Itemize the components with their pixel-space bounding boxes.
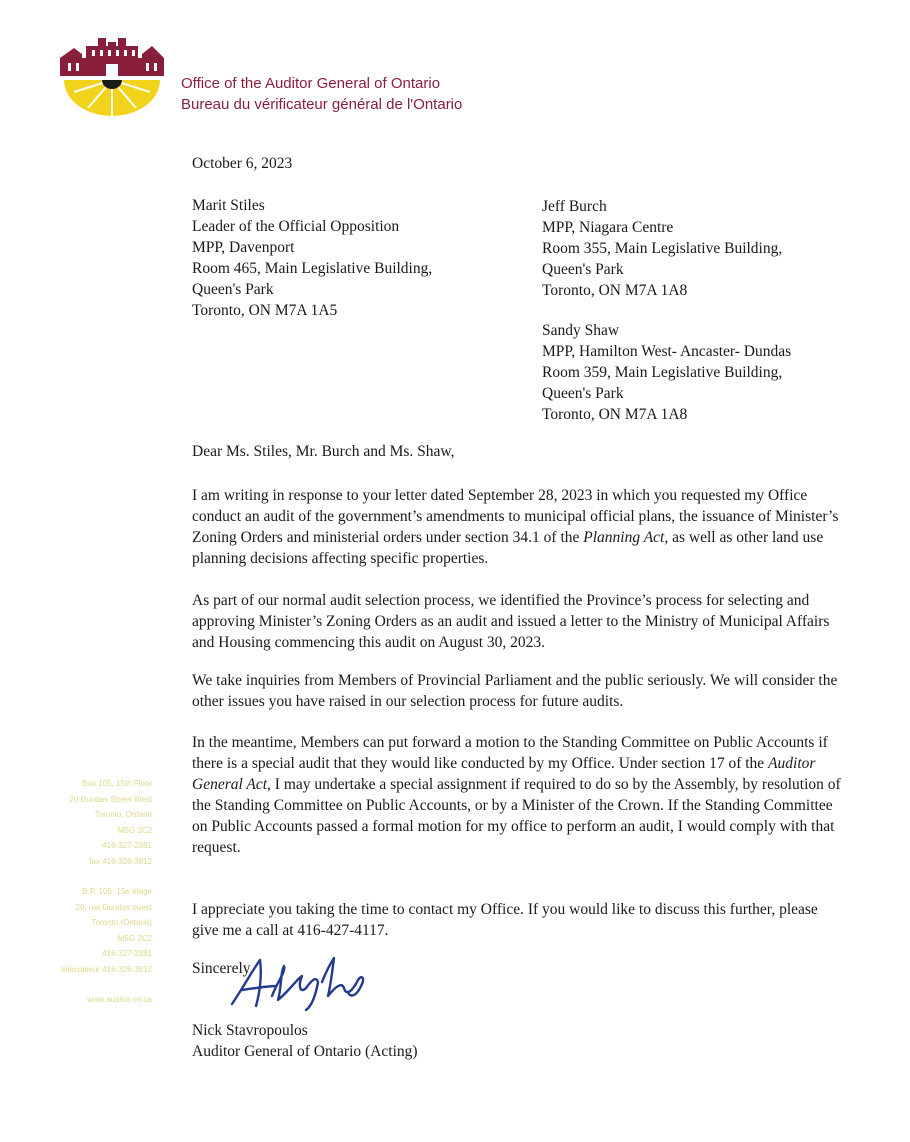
address-line: Queen's Park (542, 385, 624, 402)
sidebar-line: 416-327-2381 (102, 949, 152, 958)
address-line: Leader of the Official Opposition (192, 218, 400, 235)
org-name-english: Office of the Auditor General of Ontario (181, 75, 441, 92)
recipient-address-stiles (192, 195, 432, 321)
salutation: Dear Ms. Stiles, Mr. Burch and Ms. Shaw, (192, 443, 455, 460)
org-names (181, 73, 462, 115)
letter-date: October 6, 2023 (192, 155, 293, 172)
address-line: Queen's Park (542, 261, 624, 278)
act-name: Planning Act (583, 529, 665, 546)
address-line: Room 465, Main Legislative Building, (192, 260, 433, 277)
sidebar-line: fax 416-326-3812 (89, 856, 152, 866)
paragraph-request (192, 485, 842, 569)
address-line: Queen's Park (192, 281, 274, 298)
sidebar-line: Toronto, Ontario (94, 810, 152, 819)
paragraph-selection: As part of our normal audit selection process, we identified the Province’s process for selecting and approving Minister’s Zoning Orders as an audit and issued a letter to the Ministry of Municipal Affairs and Housing commencing this audit on August 30, 2023. (192, 592, 830, 651)
auditor-general-logo (60, 36, 164, 118)
closing: Sincerely, (192, 960, 254, 977)
sidebar-line: 20, rue Dundas ouest (75, 902, 152, 912)
sidebar-line: Toronto (Ontario) (91, 918, 152, 927)
recipient-address-shaw (542, 320, 791, 425)
address-line: Toronto, ON M7A 1A8 (542, 406, 688, 423)
address-line: Toronto, ON M7A 1A5 (192, 302, 338, 319)
address-line: Marit Stiles (192, 197, 265, 214)
signer-block (192, 1020, 418, 1062)
address-line: Room 355, Main Legislative Building, (542, 240, 783, 257)
office-contact-sidebar (40, 776, 152, 1008)
paragraph-text: , I may undertake a special assignment if required to do so by the Assembly, by resolution of the Standing Committee on Public Accounts, or by a Minister of the Crown. If the Standing Committee on Public Accounts passed a formal motion for my office to perform an audit, I would comply with that request. (192, 776, 841, 856)
address-line: Toronto, ON M7A 1A8 (542, 282, 688, 299)
sidebar-line: M5G 2C2 (117, 825, 152, 835)
signature (226, 952, 376, 1014)
paragraph-text: In the meantime, Members can put forward a motion to the Standing Committee on Public Accounts if there is a special audit that they would like conducted by my Office. Under section 17 of the (192, 734, 828, 772)
signer-title: Auditor General of Ontario (Acting) (192, 1043, 418, 1060)
sidebar-line: B.P. 105, 15e étage (82, 887, 152, 896)
sidebar-line: 20 Dundas Street West (69, 794, 152, 804)
signer-name: Nick Stavropoulos (192, 1022, 308, 1039)
address-line: Jeff Burch (542, 198, 607, 215)
address-line: MPP, Hamilton West- Ancaster- Dundas (542, 343, 792, 360)
sidebar-line: M5G 2C2 (117, 933, 152, 943)
sidebar-line: 416-327-2381 (102, 841, 152, 850)
sidebar-line: télécopieur 416-326-3812 (60, 964, 152, 974)
recipient-address-burch (542, 196, 782, 301)
paragraph-text: I am writing in response to your letter dated September 28, 2023 in which you requested my Office conduct an audit of the government’s amendments to municipal official plans, the issuance of Minister’s Zoning Orders and ministerial orders under section 34.1 of the (192, 487, 839, 546)
paragraph-contact: I appreciate you taking the time to contact my Office. If you would like to discuss this further, please give me a call at 416-427-4117. (192, 901, 818, 939)
address-line: MPP, Niagara Centre (542, 219, 674, 236)
org-name-french: Bureau du vérificateur général de l'Ontario (181, 96, 463, 113)
address-line: MPP, Davenport (192, 239, 295, 256)
paragraph-inquiries: We take inquiries from Members of Provincial Parliament and the public seriously. We will consider the other issues you have raised in our selection process for future audits. (192, 672, 838, 710)
act-name: Auditor General Act (192, 755, 816, 793)
website-link[interactable]: www.auditor.on.ca (87, 995, 152, 1004)
address-line: Room 359, Main Legislative Building, (542, 364, 783, 381)
paragraph-motion (192, 732, 842, 858)
address-line: Sandy Shaw (542, 322, 620, 339)
sidebar-line: Box 105, 15th Floor (82, 779, 152, 788)
paragraph-text: , as well as other land use planning decisions affecting specific properties. (192, 529, 824, 567)
